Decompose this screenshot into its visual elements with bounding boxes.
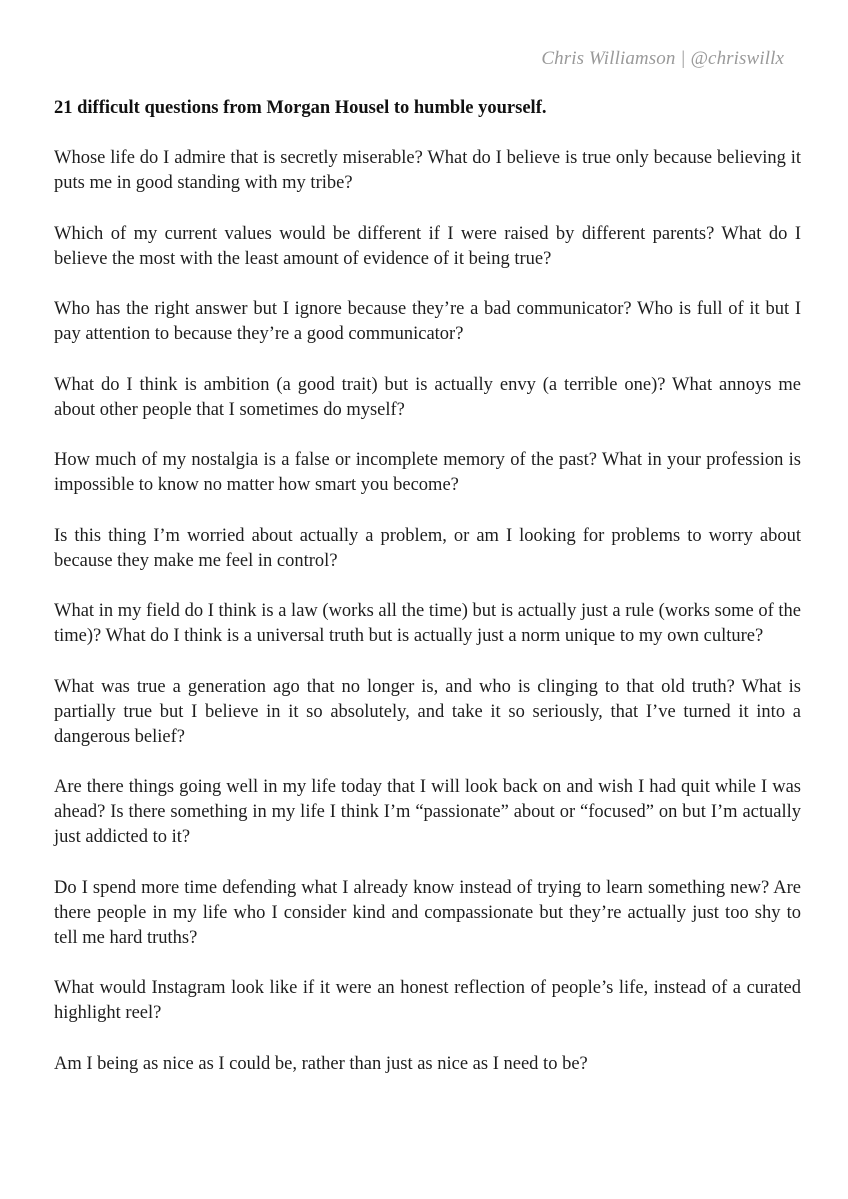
paragraph-5: How much of my nostalgia is a false or incomplete memory of the past? What in your profession is impossible to know no matter how smart you become?	[54, 450, 801, 495]
paragraph-11: What would Instagram look like if it were an honest reflection of people’s life, instead of a curated highlight reel?	[54, 978, 801, 1023]
paragraph-8: What was true a generation ago that no longer is, and who is clinging to that old truth? What is partially true but I believe in it so absolutely, and take it so seriously, that I’ve turned it into a dangerous belief?	[54, 676, 801, 747]
paragraph-7: What in my field do I think is a law (works all the time) but is actually just a rule (works some of the time)? What do I think is a universal truth but is actually just a norm unique to my own culture?	[54, 601, 801, 646]
paragraph-3: Who has the right answer but I ignore because they’re a bad communicator? Who is full of it but I pay attention to because they’re a good communicator?	[54, 299, 801, 344]
document-body	[54, 96, 801, 1102]
paragraph-12: Am I being as nice as I could be, rather than just as nice as I need to be?	[54, 1053, 588, 1074]
paragraph-4: What do I think is ambition (a good trait) but is actually envy (a terrible one)? What annoys me about other people that I sometimes do myself?	[54, 374, 801, 420]
page-title: 21 difficult questions from Morgan Housel to humble yourself.	[54, 98, 547, 118]
paragraph-1: Whose life do I admire that is secretly miserable? What do I believe is true only because believing it puts me in good standing with my tribe?	[54, 148, 801, 193]
paragraph-9: Are there things going well in my life today that I will look back on and wish I had quit while I was ahead? Is there something in my life I think I’m “passionate” about or “focused” on but I’m actually just addicted to it?	[54, 777, 801, 847]
paragraph-10: Do I spend more time defending what I already know instead of trying to learn something new? Are there people in my life who I consider kind and compassionate but they’re actually just too shy to tell me hard truths?	[54, 877, 801, 948]
paragraph-2: Which of my current values would be different if I were raised by different parents? What do I believe the most with the least amount of evidence of it being true?	[54, 223, 801, 269]
author-byline: Chris Williamson | @chriswillx	[541, 48, 784, 69]
paragraph-6: Is this thing I’m worried about actually a problem, or am I looking for problems to worry about because they make me feel in control?	[54, 525, 801, 571]
